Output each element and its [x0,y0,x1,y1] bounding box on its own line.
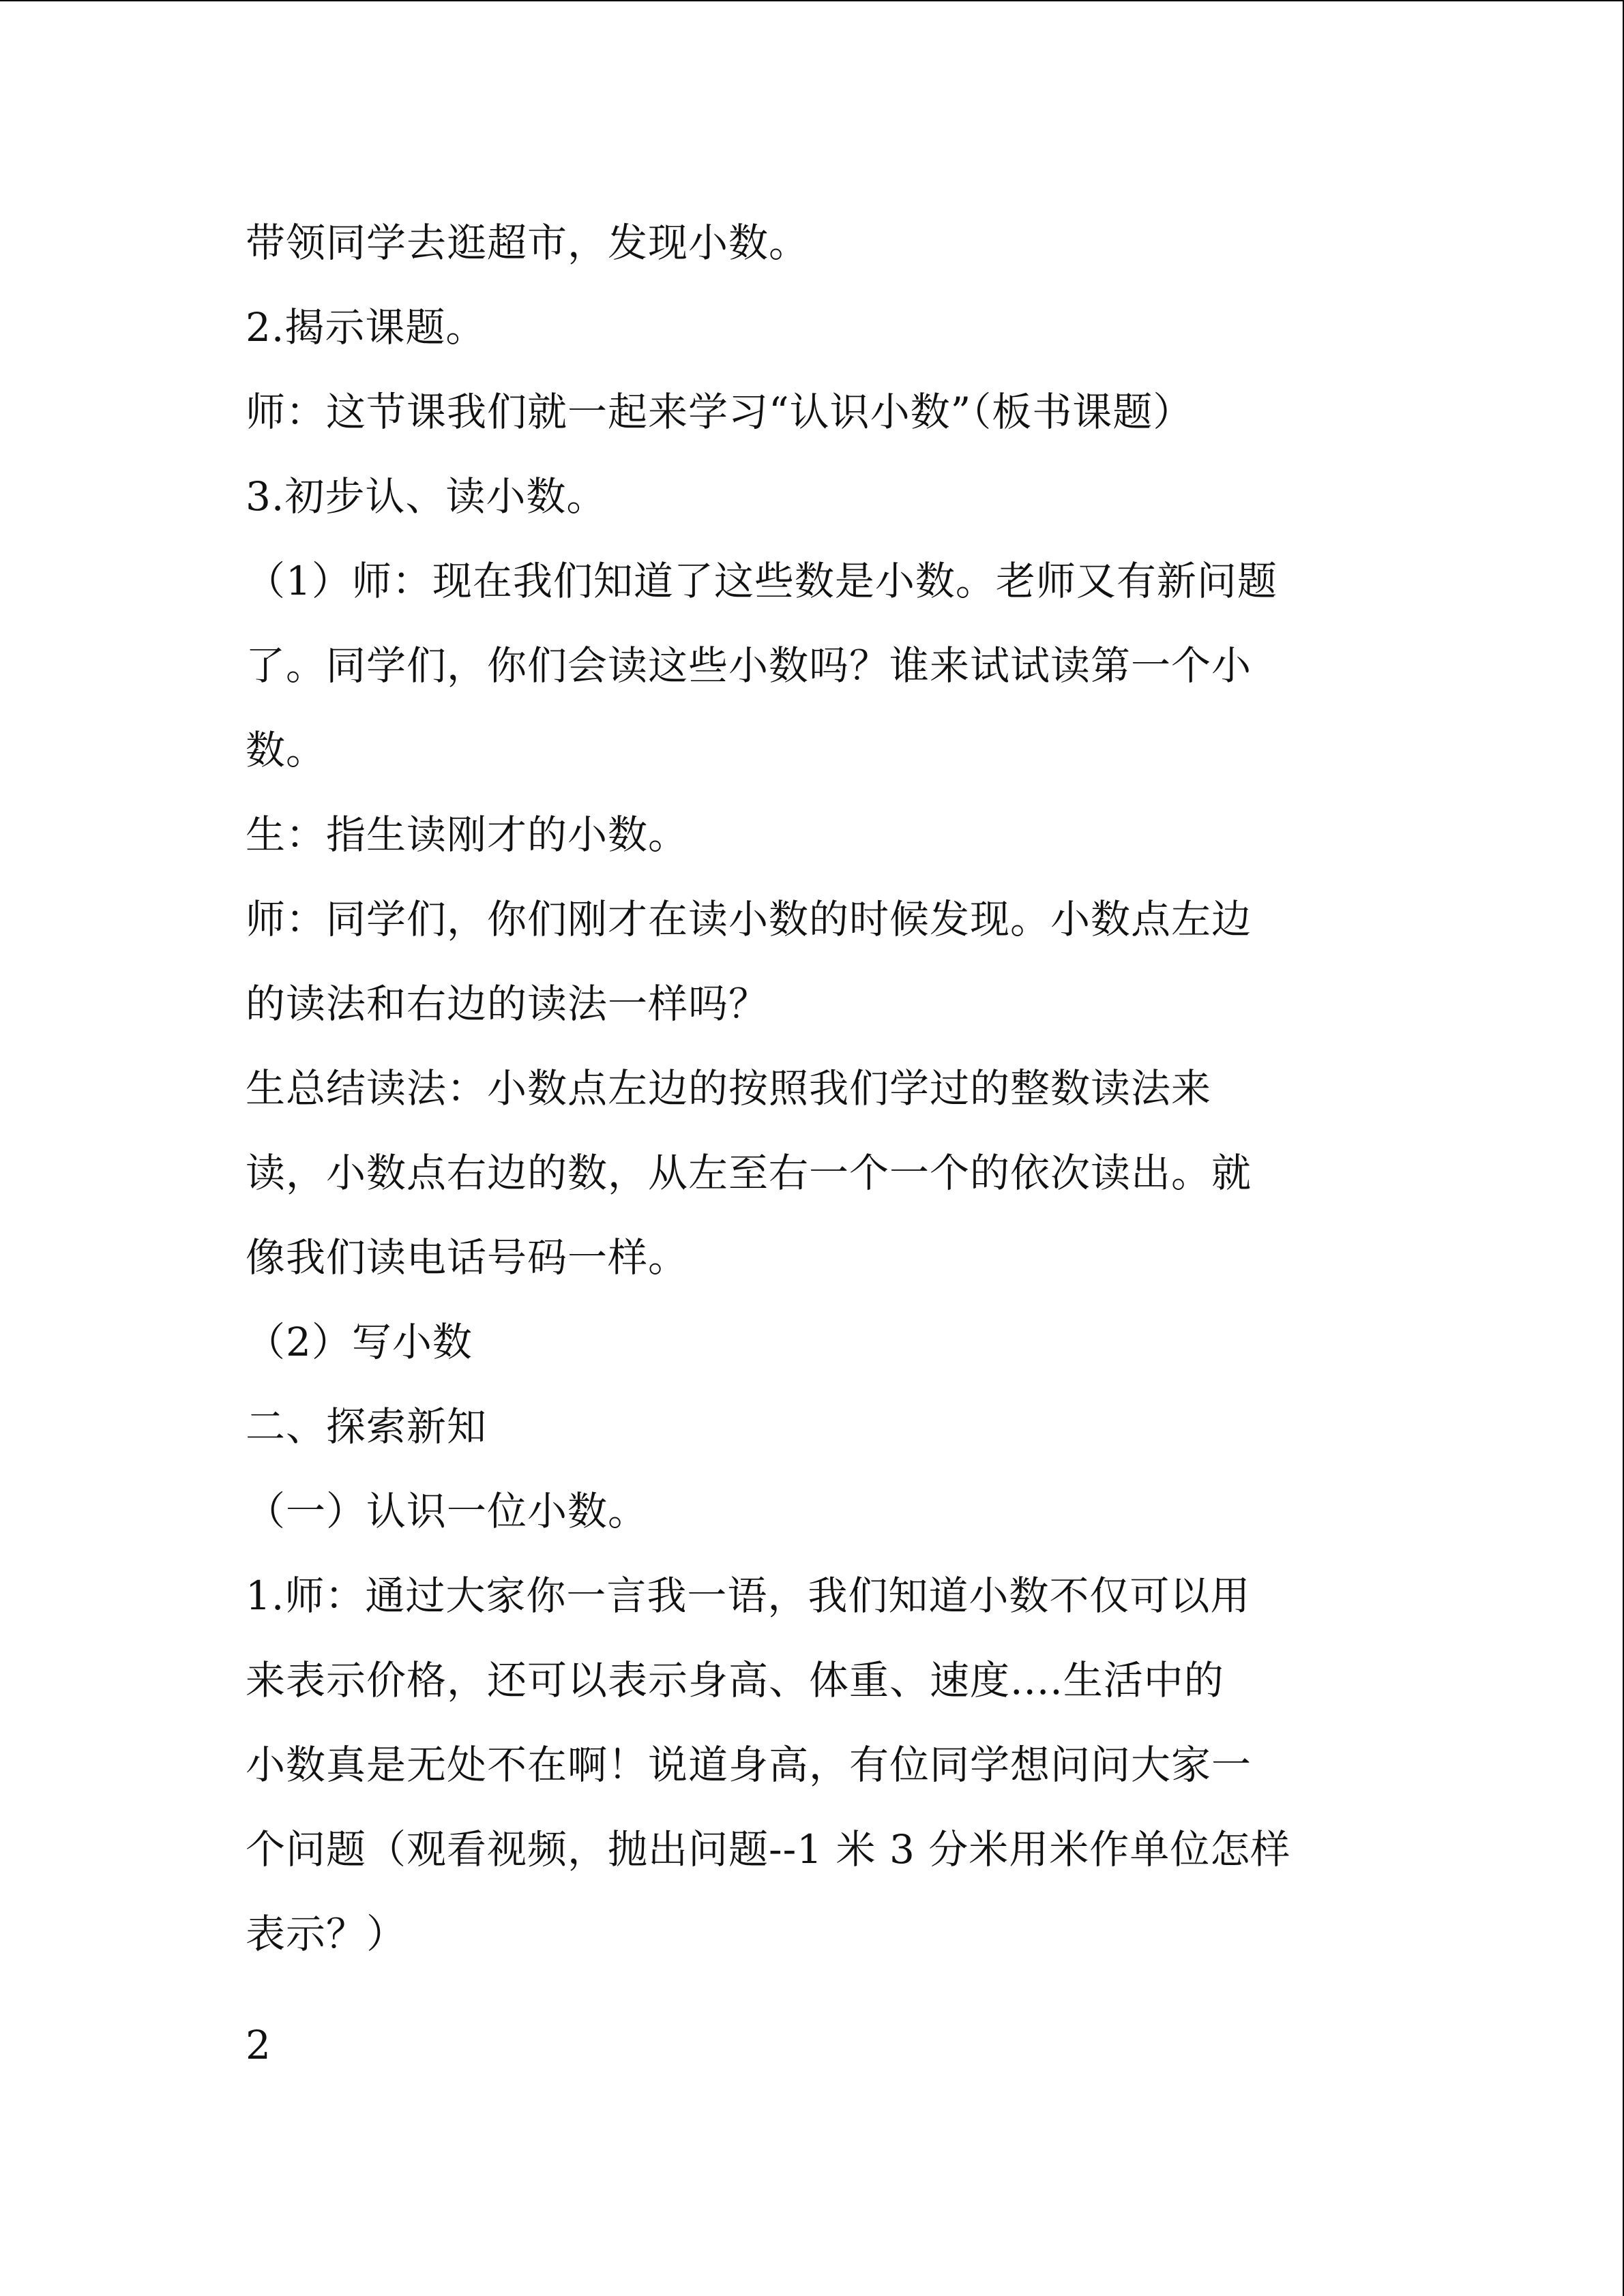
text-line: 师：同学们，你们刚才在读小数的时候发现。小数点左边 [246,896,1252,942]
text-line: 生总结读法：小数点左边的按照我们学过的整数读法来 [246,1065,1212,1112]
text-line: 读，小数点右边的数，从左至右一个一个的依次读出。就 [246,1150,1252,1196]
text-line: 1.师：通过大家你一言我一语，我们知道小数不仅可以用 [246,1572,1251,1619]
text-line: 3.初步认、读小数。 [246,473,607,520]
text-line: 个问题（观看视频，抛出问题--1 米 3 分米用米作单位怎样 [246,1826,1291,1873]
page-number: 2 [246,2022,271,2068]
text-line: 表示？） [246,1911,407,1957]
text-line: 像我们读电话号码一样。 [246,1234,689,1281]
text-line: 小数真是无处不在啊！说道身高，有位同学想问问大家一 [246,1742,1252,1788]
text-line: 二、探索新知 [246,1403,488,1450]
text-line: 师：这节课我们就一起来学习“认识小数”（板书课题） [246,389,1194,435]
text-line: 带领同学去逛超市，发现小数。 [246,220,810,266]
document-body [246,200,1378,1976]
text-line: 了。同学们，你们会读这些小数吗？谁来试试读第一个小 [246,642,1252,689]
text-line: （2）写小数 [246,1319,473,1365]
text-line: 2.揭示课题。 [246,304,486,351]
text-line: （一）认识一位小数。 [246,1488,649,1534]
text-line: 的读法和右边的读法一样吗？ [246,981,769,1027]
text-line: 数。 [246,727,327,773]
text-line: （1）师：现在我们知道了这些数是小数。老师又有新问题 [246,558,1278,604]
text-line: 生：指生读刚才的小数。 [246,811,689,858]
text-line: 来表示价格，还可以表示身高、体重、速度....生活中的 [246,1657,1224,1703]
